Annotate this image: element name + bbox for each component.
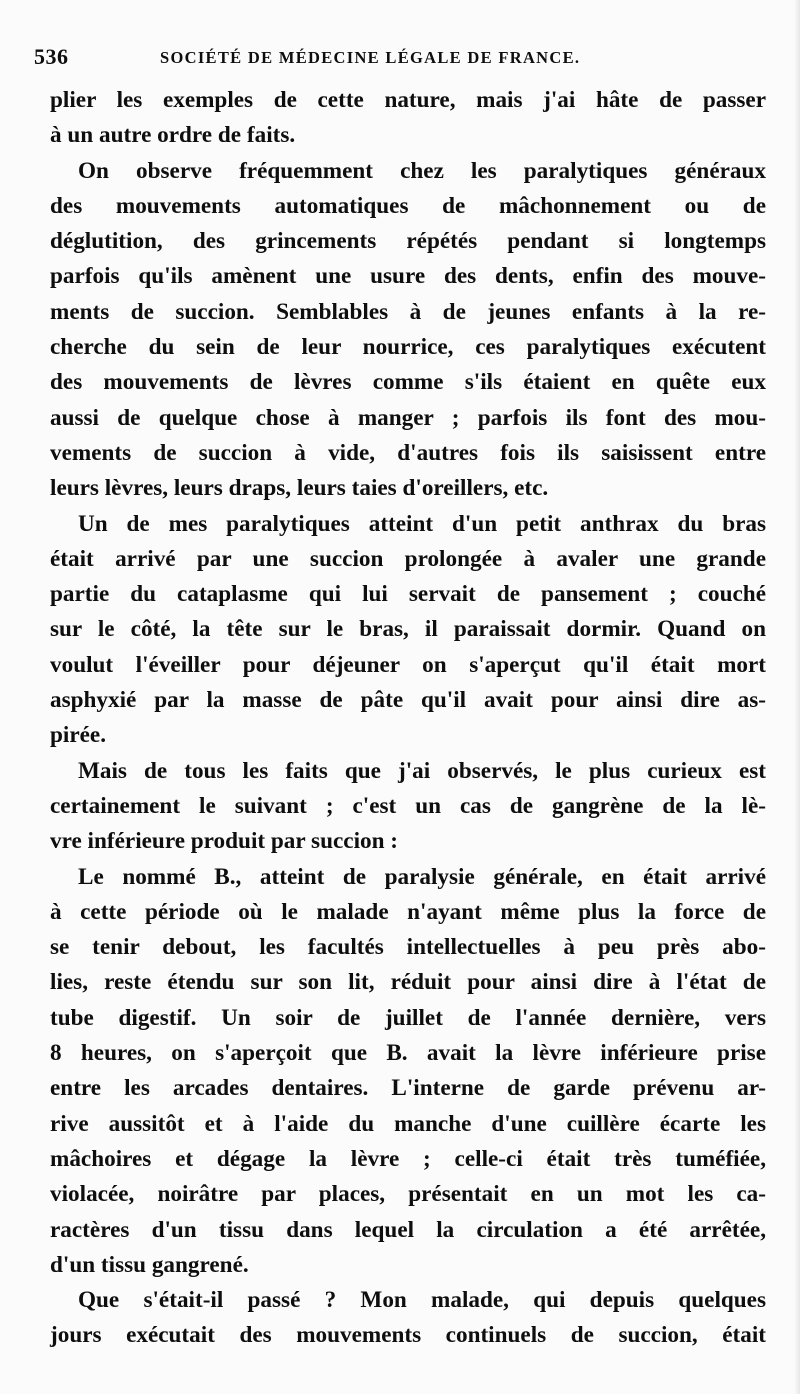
text-line: se tenir debout, les facultés intellectuelles à peu près abo- xyxy=(50,934,766,961)
text-line: certainement le suivant ; c'est un cas de gangrène de la lè- xyxy=(50,792,766,819)
text-line: asphyxié par la masse de pâte qu'il avait pour ainsi dire as- xyxy=(50,687,766,714)
text-line: On observe fréquemment chez les paralytiques généraux xyxy=(78,157,766,184)
running-title: SOCIÉTÉ DE MÉDECINE LÉGALE DE FRANCE. xyxy=(160,48,581,67)
text-line: mâchoires et dégage la lèvre ; celle-ci était très tuméfiée, xyxy=(50,1145,766,1172)
text-line: Mais de tous les faits que j'ai observés, le plus curieux est xyxy=(78,757,766,784)
text-line: Un de mes paralytiques atteint d'un petit anthrax du bras xyxy=(78,510,766,537)
text-line: aussi de quelque chose à manger ; parfois ils font des mou- xyxy=(50,404,766,431)
text-line: vre inférieure produit par succion : xyxy=(50,828,399,855)
text-line: lies, reste étendu sur son lit, réduit pour ainsi dire à l'état de xyxy=(50,969,766,996)
text-line: partie du cataplasme qui lui servait de pansement ; couché xyxy=(50,581,766,608)
scan-edge-shadow xyxy=(794,0,800,1394)
text-line: leurs lèvres, leurs draps, leurs taies d'oreillers, etc. xyxy=(50,475,549,502)
text-line: d'un tissu gangrené. xyxy=(50,1251,249,1278)
text-line: voulut l'éveiller pour déjeuner on s'aperçut qu'il était mort xyxy=(50,651,766,678)
text-line: à cette période où le malade n'ayant même plus la force de xyxy=(50,898,766,925)
text-line: à un autre ordre de faits. xyxy=(50,122,296,149)
text-line: plier les exemples de cette nature, mais j'ai hâte de passer xyxy=(50,87,766,113)
text-line: vements de succion à vide, d'autres fois ils saisissent entre xyxy=(50,439,766,466)
page-number: 536 xyxy=(34,44,69,69)
text-line: ments de succion. Semblables à de jeunes enfants à la re- xyxy=(50,298,766,325)
body-text xyxy=(50,83,766,1354)
text-line: 8 heures, on s'aperçoit que B. avait la lèvre inférieure prise xyxy=(50,1040,766,1067)
text-line: rive aussitôt et à l'aide du manche d'une cuillère écarte les xyxy=(50,1110,766,1137)
text-line: Que s'était-il passé ? Mon malade, qui depuis quelques xyxy=(78,1287,766,1314)
page-header xyxy=(34,40,774,76)
text-line: déglutition, des grincements répétés pendant si longtemps xyxy=(50,228,766,255)
text-line: sur le côté, la tête sur le bras, il paraissait dormir. Quand on xyxy=(50,616,766,643)
text-line: pirée. xyxy=(50,722,107,749)
text-line: entre les arcades dentaires. L'interne de garde prévenu ar- xyxy=(50,1075,766,1102)
text-line: des mouvements automatiques de mâchonnement ou de xyxy=(50,192,766,219)
text-line: Le nommé B., atteint de paralysie générale, en était arrivé xyxy=(78,863,766,890)
text-line: jours exécutait des mouvements continuels de succion, était xyxy=(50,1322,766,1349)
text-line: tube digestif. Un soir de juillet de l'année dernière, vers xyxy=(50,1004,766,1031)
text-line: des mouvements de lèvres comme s'ils étaient en quête eux xyxy=(50,369,766,396)
text-line: parfois qu'ils amènent une usure des dents, enfin des mouve- xyxy=(50,263,766,290)
text-line: ractères d'un tissu dans lequel la circulation a été arrêtée, xyxy=(50,1216,766,1243)
text-line: cherche du sein de leur nourrice, ces paralytiques exécutent xyxy=(50,334,766,361)
text-line: violacée, noirâtre par places, présentait en un mot les ca- xyxy=(50,1181,766,1208)
text-line: était arrivé par une succion prolongée à avaler une grande xyxy=(50,545,766,572)
